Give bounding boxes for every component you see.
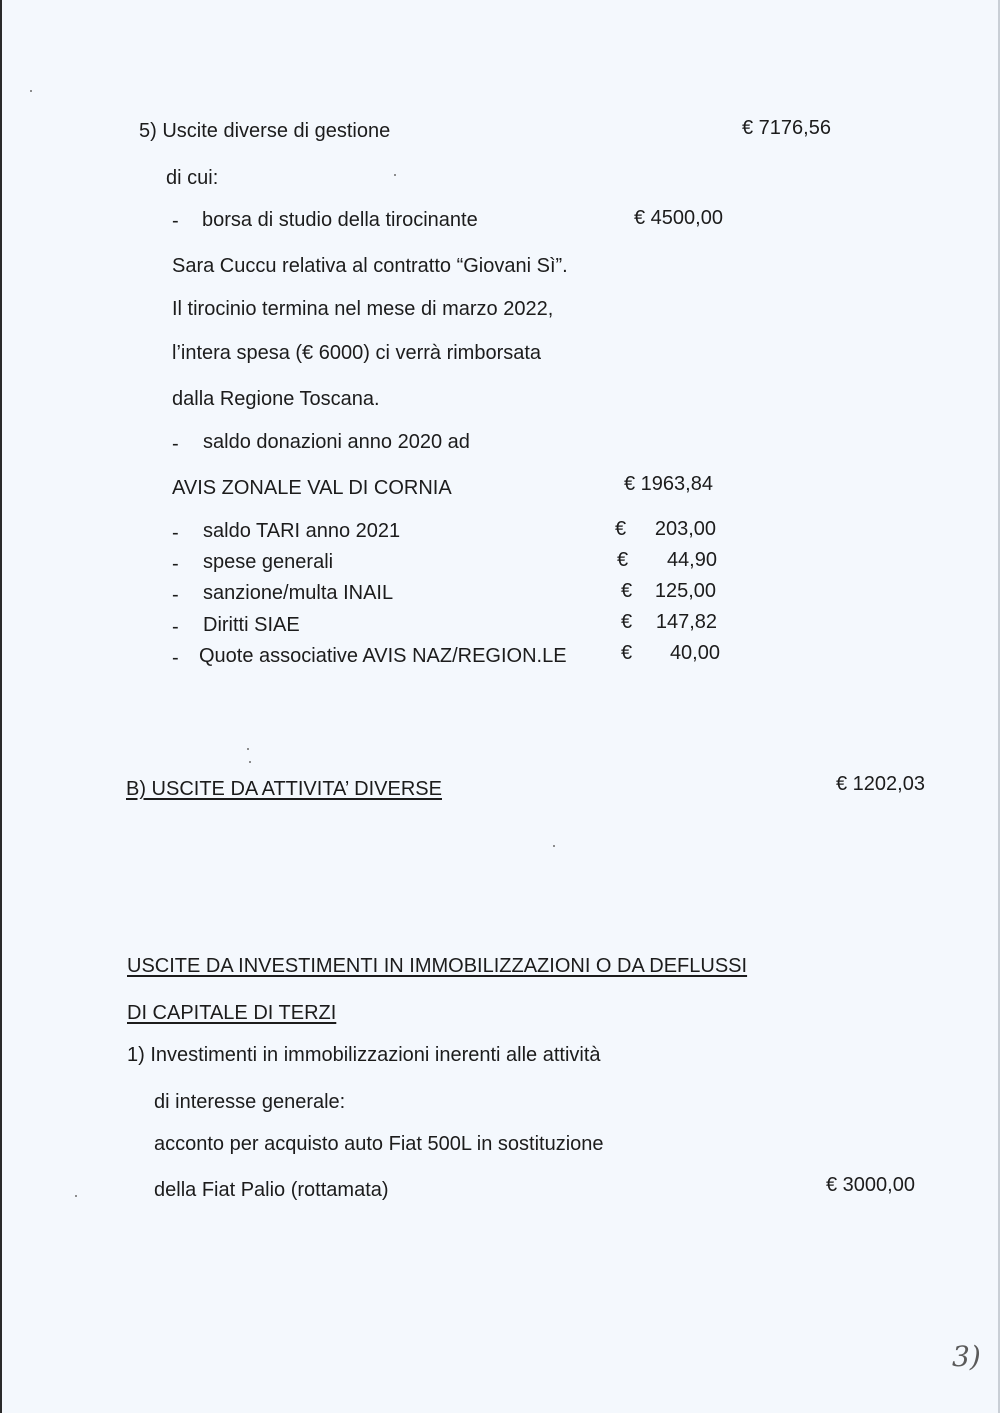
scan-speck [75,1195,77,1197]
saldo-donazioni-label: saldo donazioni anno 2020 ad [203,431,470,453]
item-value: 203,00 [654,518,716,540]
scan-speck [249,761,251,763]
sectionB-amount: € 1202,03 [836,773,925,795]
borsa-amount: € 4500,00 [634,207,723,229]
investimenti-item1-line2: di interesse generale: [154,1091,346,1113]
section5-title: 5) Uscite diverse di gestione [139,120,391,142]
item-currency: € [621,580,633,602]
list-dash: - [172,210,179,232]
scan-left-edge [0,0,2,1413]
item-label: Diritti SIAE [203,614,300,636]
investimenti-title-line2: DI CAPITALE DI TERZI [127,1002,337,1024]
item-label: saldo TARI anno 2021 [203,520,401,542]
investimenti-amount: € 3000,00 [826,1174,915,1196]
borsa-label: borsa di studio della tirocinante [202,209,478,231]
item-value: 44,90 [666,549,717,571]
di-cui-label: di cui: [166,167,219,189]
borsa-detail-line: dalla Regione Toscana. [172,388,380,410]
list-dash: - [172,647,179,669]
list-dash: - [172,522,179,544]
list-dash: - [172,433,179,455]
investimenti-description: acconto per acquisto auto Fiat 500L in sostituzione [154,1133,604,1155]
investimenti-description-line2: della Fiat Palio (rottamata) [154,1179,389,1201]
item-currency: € [621,611,633,633]
scan-speck [247,748,249,750]
list-dash: - [172,584,179,606]
item-value: 125,00 [654,580,716,602]
item-value: 40,00 [669,642,720,664]
investimenti-item1: 1) Investimenti in immobilizzazioni inerenti alle attività [127,1044,601,1066]
item-label: sanzione/multa INAIL [203,582,394,604]
scan-speck [30,90,32,92]
scan-speck [394,174,396,176]
list-dash: - [172,553,179,575]
item-currency: € [617,549,629,571]
scan-speck [553,845,555,847]
borsa-detail-line: Il tirocinio termina nel mese di marzo 2022, [172,298,554,320]
item-currency: € [621,642,633,664]
item-label: Quote associative AVIS NAZ/REGION.LE [199,645,567,667]
sectionB-title: B) USCITE DA ATTIVITA’ DIVERSE [126,778,442,800]
item-currency: € [615,518,627,540]
section5-total: € 7176,56 [742,117,831,139]
investimenti-title: USCITE DA INVESTIMENTI IN IMMOBILIZZAZIONI O DA DEFLUSSI [127,955,748,977]
page-number: 3) [952,1340,981,1373]
item-label: spese generali [203,551,334,573]
saldo-donazioni-amount: € 1963,84 [624,473,713,495]
list-dash: - [172,616,179,638]
borsa-detail-line: l’intera spesa (€ 6000) ci verrà rimborsata [172,342,542,364]
item-value: 147,82 [655,611,717,633]
borsa-detail-line: Sara Cuccu relativa al contratto “Giovani Sì”. [172,255,568,277]
saldo-donazioni-label2: AVIS ZONALE VAL DI CORNIA [172,477,452,499]
